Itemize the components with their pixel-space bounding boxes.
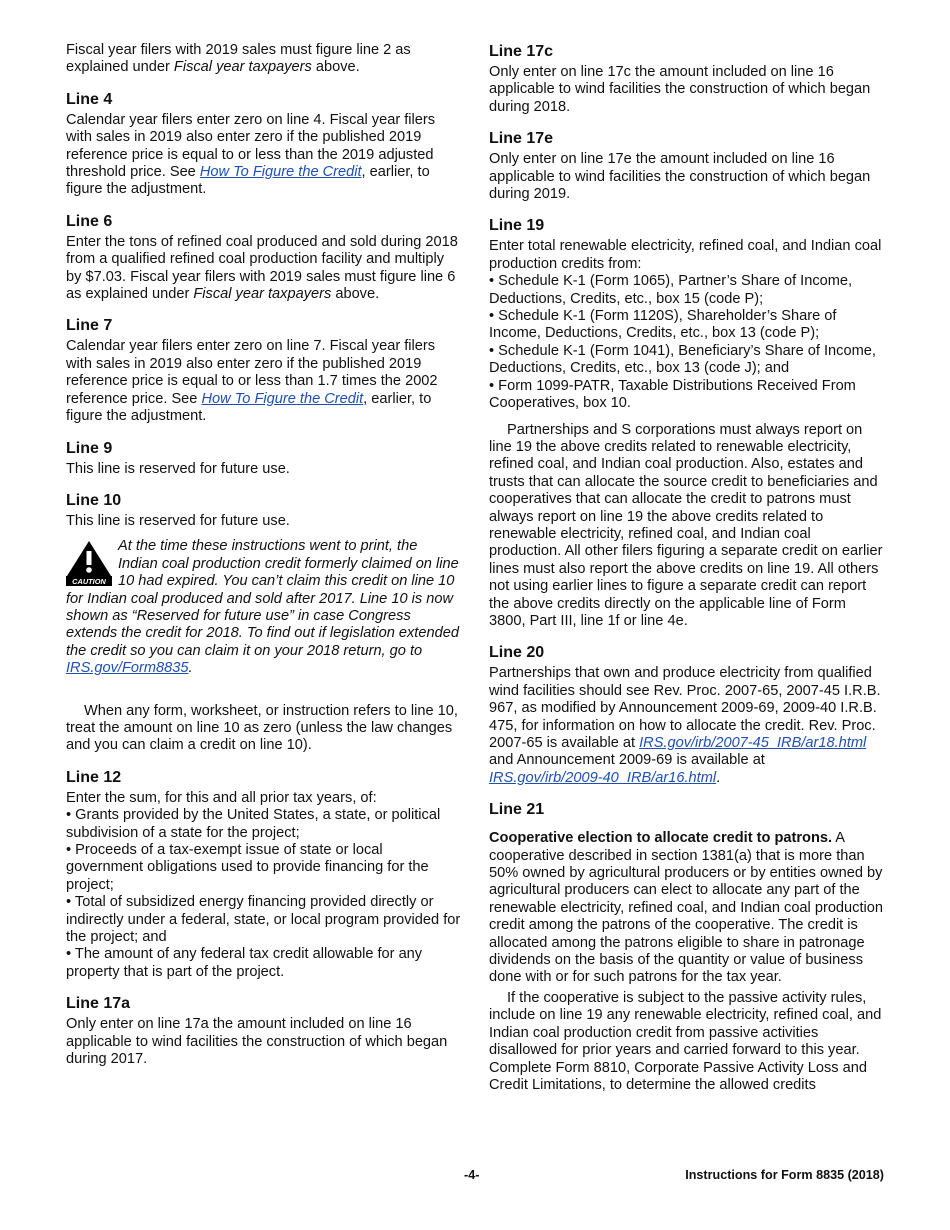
section-line-17e: [489, 129, 884, 203]
line-19-paragraph: Partnerships and S corporations must always report on line 19 the above credits related to renewable electricity, refined coal, and Indian coal production. Also, estates and trusts that can allocate the source credit to beneficiaries and cooperatives that can allocate the credit to patrons must always report on line 19 the above credits related to renewable electricity, refined coal, and Indian coal production. All other filers figuring a separate credit on earlier lines must also report the above credits on line 19. All others not using earlier lines to figure a separate credit can report the above credits directly on the applicable line of Form 3800, Part III, line 1f or line 4e.: [489, 421, 883, 629]
line-17c-text: Only enter on line 17c the amount included on line 16 applicable to wind facilities the construction of which began during 2018.: [489, 64, 871, 115]
caution-note: CAUTION At the time these instructions went to print, the Indian coal production credit formerly claimed on line 10 had expired. You can’t claim this credit on line 10 for Indian coal produced and sold after 2017. Line 10 is now shown as “Reserved for future use” in case Congress extends the credit for 2018. To find out if legislation extended the credit so you can claim it on your 2018 return, go to IRS.gov/Form8835.: [66, 538, 459, 677]
page-footer: [66, 1168, 884, 1188]
line-19-heading: Line 19: [489, 217, 545, 235]
line-21-heading: Line 21: [489, 801, 545, 819]
line-6-heading: Line 6: [66, 212, 113, 230]
line-17e-text: Only enter on line 17e the amount included on line 16 applicable to wind facilities the construction of which began during 2019.: [489, 151, 871, 203]
section-line-9: [66, 439, 461, 478]
footer-form-title: Instructions for Form 8835 (2018): [685, 1168, 884, 1182]
line-9-text: This line is reserved for future use.: [66, 460, 290, 477]
irs-form8835-link[interactable]: IRS.gov/Form8835: [66, 660, 189, 677]
section-line-6: [66, 212, 461, 304]
section-line-19: [489, 216, 884, 630]
line-7-heading: Line 7: [66, 317, 113, 335]
list-item: • Form 1099-PATR, Taxable Distributions Received From Cooperatives, box 10.: [489, 377, 856, 412]
section-line-17c: [489, 42, 884, 116]
line-20-heading: Line 20: [489, 644, 545, 662]
irb-2007-45-link[interactable]: IRS.gov/irb/2007-45_IRB/ar18.html: [639, 735, 867, 751]
line-20-text: Partnerships that own and produce electricity from qualified wind facilities should see Rev. Proc. 2007-65, 2007-45 I.R.B. 967, as modified by Announcement 2009-69, 2009-40 I.R.B. 475, for information on how to allocate the credit. Rev. Proc. 2007-65 is available at IRS.gov/irb/2007-45_IRB/ar18.html and Announcement 2009-69 is available at IRS.gov/irb/2009-40_IRB/ar16.html.: [489, 665, 881, 786]
section-line-21: [489, 800, 884, 1094]
section-line-17a: [66, 994, 461, 1068]
line-12-list: [66, 807, 461, 981]
line-17a-heading: Line 17a: [66, 995, 131, 1013]
list-item: • The amount of any federal tax credit allowable for any property that is part of the project.: [66, 946, 423, 980]
how-to-figure-credit-link[interactable]: How To Figure the Credit: [199, 164, 362, 181]
section-line-20: [489, 643, 884, 787]
line-21-paragraph-2: If the cooperative is subject to the passive activity rules, include on line 19 any renewable electricity, refined coal, and Indian coal production credit from passive activities disallowed for prior years and carried forward to this year. Complete Form 8810, Corporate Passive Activity Loss and Credit Limitations, to determine the allowed credits: [489, 989, 882, 1093]
line-17c-heading: Line 17c: [489, 43, 554, 60]
list-item: • Schedule K-1 (Form 1120S), Shareholder’s Share of Income, Deductions, Credits, etc., box 13 (code P);: [489, 308, 837, 342]
left-column: [66, 42, 461, 1068]
line-12-intro: Enter the sum, for this and all prior tax years, of:: [66, 789, 377, 806]
section-line-10: [66, 491, 461, 755]
page-number: -4-: [464, 1168, 480, 1182]
line-9-heading: Line 9: [66, 439, 113, 457]
cooperative-election-lead: Cooperative election to allocate credit to patrons.: [489, 830, 833, 847]
line-10-text: This line is reserved for future use.: [66, 512, 290, 529]
line-6-text: Enter the tons of refined coal produced and sold during 2018 from a qualified refined coal production facility and multiply by $7.03. Fiscal year filers with 2019 sales must figure line 6 as explained under Fiscal year taxpayers above.: [66, 233, 458, 303]
line2-fiscal-note: Fiscal year filers with 2019 sales must figure line 2 as explained under Fiscal year taxpayers above.: [66, 42, 411, 76]
list-item: • Schedule K-1 (Form 1041), Beneficiary’s Share of Income, Deductions, Credits, etc., box 13 (code J); and: [489, 342, 876, 377]
line-10-heading: Line 10: [66, 491, 122, 509]
line-10-after-text: When any form, worksheet, or instruction refers to line 10, treat the amount on line 10 as zero (unless the law changes and you can claim a credit on line 10).: [66, 702, 458, 754]
caution-label: CAUTION: [72, 577, 106, 587]
caution-icon: [66, 540, 112, 586]
right-column: [489, 42, 884, 1094]
irb-2009-40-link[interactable]: IRS.gov/irb/2009-40_IRB/ar16.html: [489, 769, 717, 786]
section-line-7: [66, 316, 461, 425]
line-17e-heading: Line 17e: [489, 130, 554, 148]
list-item: • Grants provided by the United States, a state, or political subdivision of a state for the project;: [66, 807, 441, 841]
line-4-heading: Line 4: [66, 90, 113, 108]
line-21-text: Cooperative election to allocate credit to patrons. A cooperative described in section 1381(a) that is more than 50% owned by agricultural producers or by entities owned by agricultural producers can elect to allocate any part of the renewable electricity, refined coal, and Indian coal production credit among the patrons of the cooperative. The credit is allocated among the patrons eligible to share in patronage dividends on the basis of the quantity or value of business done with or for such patrons for the tax year.: [489, 830, 883, 986]
line-4-text: Calendar year filers enter zero on line 4. Fiscal year filers with sales in 2019 also enter zero if the published 2019 reference price is equal to or less than the 2019 adjusted threshold price. See How To Figure the Credit, earlier, to figure the adjustment.: [66, 111, 436, 198]
list-item: • Schedule K-1 (Form 1065), Partner’s Share of Income, Deductions, Credits, etc., box 15 (code P);: [489, 273, 853, 307]
list-item: • Total of subsidized energy financing provided directly or indirectly under a federal, state, or local program provided for the project; and: [66, 894, 461, 946]
line-19-intro: Enter total renewable electricity, refined coal, and Indian coal production credits from:: [489, 238, 882, 272]
section-line-4: [66, 90, 461, 199]
list-item: • Proceeds of a tax-exempt issue of state or local government obligations used to provide financing for the project;: [66, 842, 429, 893]
line-17a-text: Only enter on line 17a the amount included on line 16 applicable to wind facilities the construction of which began during 2017.: [66, 1016, 448, 1068]
section-line-12: [66, 768, 461, 981]
line-7-text: Calendar year filers enter zero on line 7. Fiscal year filers with sales in 2019 also enter zero if the published 2019 reference price is equal to or less than 1.7 times the 2002 reference price. See How To Figure the Credit, earlier, to figure the adjustment.: [66, 338, 438, 425]
line-19-list: [489, 273, 884, 412]
line-12-heading: Line 12: [66, 768, 122, 786]
how-to-figure-credit-link[interactable]: How To Figure the Credit: [201, 390, 364, 407]
